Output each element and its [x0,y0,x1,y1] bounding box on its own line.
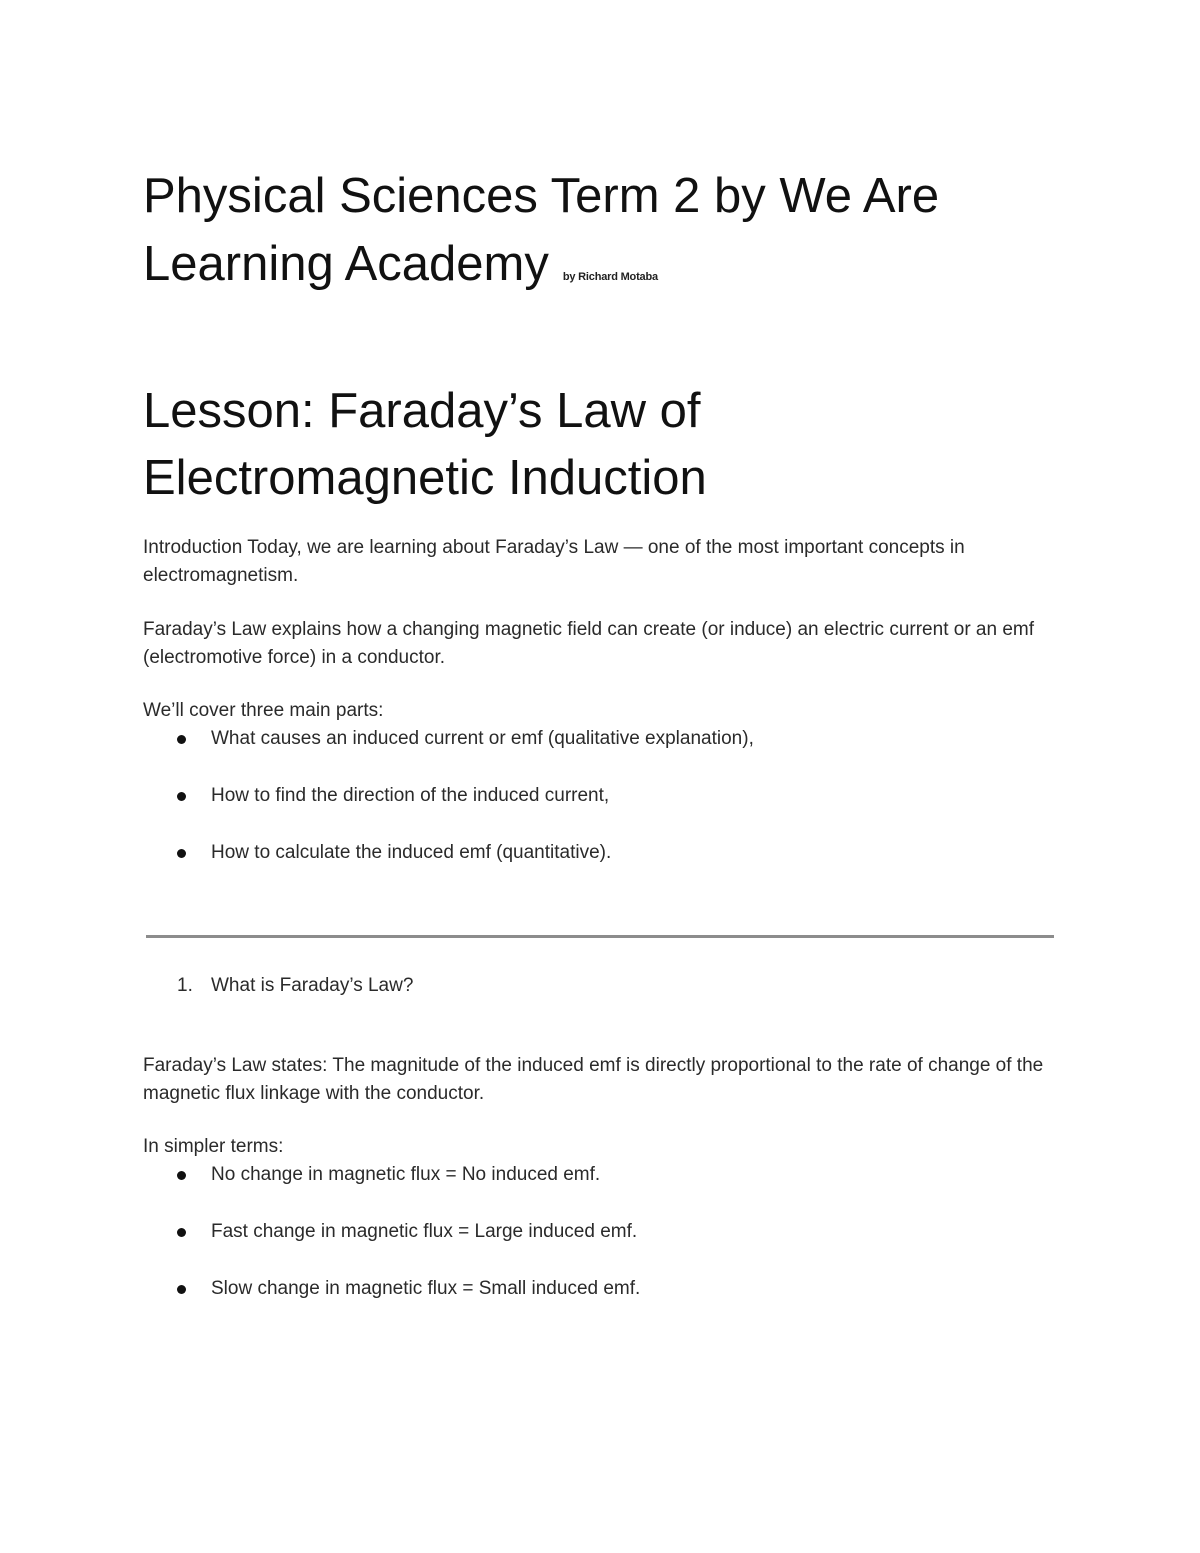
list-item-text: No change in magnetic flux = No induced emf. [211,1164,601,1185]
list-number: 1. [177,975,193,996]
list-item [143,782,1058,810]
lesson-title: Lesson: Faraday’s Law of Electromagnetic Induction [143,384,707,505]
document-title-text: Physical Sciences Term 2 by We Are Learning Academy [143,169,940,291]
section-heading: What is Faraday’s Law? [211,975,414,996]
section-numbered-list [143,972,1058,1000]
bullet-icon [177,1285,186,1294]
explanation-paragraph: Faraday’s Law explains how a changing magnetic field can create (or induce) an electric current or an emf (electromotive force) in a conductor. [143,619,1035,668]
author-byline: by Richard Motaba [562,271,658,283]
list-item [143,1218,1058,1246]
list-item-text: Fast change in magnetic flux = Large induced emf. [211,1221,638,1242]
list-item [143,1161,1058,1189]
simpler-terms-list [143,1161,1058,1303]
list-item-text: How to find the direction of the induced current, [211,785,610,806]
simpler-terms-heading: In simpler terms: [143,1136,284,1157]
list-item [143,839,1058,867]
document-content [143,162,1058,1303]
parts-list [143,725,1058,867]
list-item-text: What causes an induced current or emf (qualitative explanation), [211,728,754,749]
list-item [143,1275,1058,1303]
document-title [143,162,1058,298]
bullet-icon [177,1228,186,1237]
horizontal-divider [146,935,1054,938]
intro-paragraph: Introduction Today, we are learning about Faraday’s Law — one of the most important concepts in electromagnetism. [143,537,965,586]
bullet-icon [177,849,186,858]
numbered-heading [143,972,1058,1000]
list-item-text: How to calculate the induced emf (quantitative). [211,842,612,863]
bullet-icon [177,1171,186,1180]
list-item-text: Slow change in magnetic flux = Small induced emf. [211,1278,641,1299]
list-item [143,725,1058,753]
cover-heading: We’ll cover three main parts: [143,700,384,721]
bullet-icon [177,792,186,801]
law-statement-paragraph: Faraday’s Law states: The magnitude of the induced emf is directly proportional to the rate of change of the magnetic flux linkage with the conductor. [143,1055,1044,1104]
bullet-icon [177,735,186,744]
